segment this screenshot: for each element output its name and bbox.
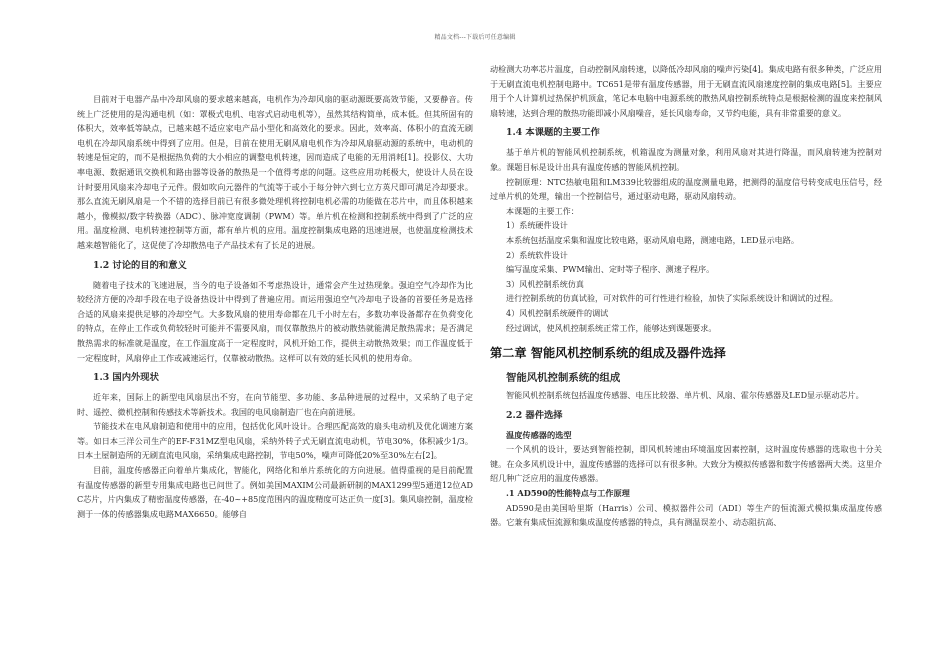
- paragraph: 目前，温度传感器正向着单片集成化，智能化，网络化和单片系统化的方向进展。值得重视的是目前配置有温度传感器的新型专用集成电路也已问世了。例如美国MAXIM公司最新研制的MAX1299型5通道12位ADC芯片，片内集成了精密温度传感器，在-40~+85度范围内的温度精度可达正负一度[3]。集风扇控制，温度检测于一体的传感器集成电路MAX6650。能够自: [77, 465, 473, 519]
- section-heading-1-4: 1.4 本课题的主要工作: [506, 127, 600, 139]
- list-intro: 本课题的主要工作：: [506, 205, 579, 216]
- list-item: 1）系统硬件设计: [506, 220, 568, 231]
- section-heading-2-2: 2.2 器件选择: [506, 409, 563, 421]
- paragraph: 一个风机的设计，要达到智能控制，即风机转速由环境温度因素控制，这时温度传感器的选取也十分关键。在众多风机设计中，温度传感器的选择可以有很多种。大致分为模拟传感器和数字传感器两大类。这里介绍几种广泛应用的温度传感器。: [490, 444, 882, 484]
- subsection-heading-sensor: 温度传感器的选型: [506, 429, 572, 440]
- paragraph: 近年来，国际上的新型电风扇层出不穷，在向节能型、多功能、多品种进展的过程中，又采纳了电子定时、遥控、微机控制和传感技术等新技术。我国的电风扇制造厂也在向前进展。: [77, 392, 473, 417]
- left-column: [77, 92, 473, 521]
- section-heading-2-1: 智能风机控制系统的组成: [506, 372, 621, 385]
- list-item: 3）风机控制系统仿真: [506, 278, 584, 289]
- section-heading-1-3: 1.3 国内外现状: [93, 372, 159, 384]
- list-item: 4）风机控制系统硬件的调试: [506, 307, 609, 318]
- paragraph: 节能技术在电风扇制造和使用中的应用，包括优化风叶设计。合理匹配高效的扇头电动机及优化调速方案等。如日本三洋公司生产的EF-F31MZ型电风扇，采纳外转子式无刷直流电动机，节电30%，体积减少1/3。日本土屋制造所的无刷直流电风扇，采纳集成电路控制，节电50%，噪声可降低20%至30%左右[2]。: [77, 421, 473, 461]
- paragraph: 目前对于电器产品中冷却风扇的要求越来越高，电机作为冷却风扇的驱动源既要高效节能，又要静音。传统上广泛使用的是沟通电机（如：罩极式电机、电容式启动电机等），虽然其结构简单，成本低。但其所固有的体积大，效率低等缺点，已越来越不适应家电产品小型化和高效化的要求。因此，效率高、体积小的直流无刷电机在冷却风扇系统中得到了应用。但是，目前在使用无刷风扇电机作为冷却风扇驱动源的系统中，电动机的转速是恒定的，而不是根据热负荷的大小相应的调整电机转速，因而造成了电能的无用消耗[1]。投影仪、大功率电源、数据通讯交换机和路由器等设备的散热是一个值得考虑的问题。这些应用功耗极大，使设计人员在设计时要用风扇来冷却电子元件。假如吹向元器件的气流等于或小于每分钟六到七立方英尺即可满足冷却要求。那么直流无刷风扇是一个不错的选择目前已有很多微处理机将控制电机必需的功能做在芯片中，而且体积越来越小，像模拟/数字转换器（ADC）、脉冲宽度调制（PWM）等。单片机在检测和控制系统中得到了广泛的应用。温度检测、电机转速控制等方面，都有单片机的应用。温度控制集成电路的迅速进展，也使温度检测技术越来越智能化了，这促使了冷却散热电子产品技术有了长足的进展。: [77, 94, 473, 250]
- paragraph: 基于单片机的智能风机控制系统，机箱温度为测量对象，利用风扇对其进行降温，而风扇转速为控制对象。课题目标是设计出具有温度传感的智能风机控制。: [490, 147, 882, 172]
- list-item: 2）系统软件设计: [506, 249, 568, 260]
- right-column: [490, 62, 882, 530]
- paragraph: AD590是由美国哈里斯（Harris）公司、模拟器件公司（ADI）等生产的恒流源式模拟集成温度传感器。它兼有集成恒流源和集成温度传感器的特点，具有测温误差小、动态阻抗高、: [490, 502, 882, 528]
- paragraph: 动检测大功率芯片温度，自动控制风扇转速，以降低冷却风扇的噪声污染[4]。集成电路有很多种类，广泛应用于无刷直流电机控制电路中。TC651是带有温度传感器，用于无刷直流风扇速度控制的集成电路[5]。主要应用于个人计算机过热保护机顶盒，笔记本电脑中电源系统的散热风扇控制系统特点是根据检测的温度来控制风扇转速，达到合理的散热功能即减小风扇噪音，延长风扇寿命，又节约电能，具有非常重要的意义。: [490, 64, 882, 118]
- paragraph: 控制原理：NTC热敏电阻和LM339比较器组成的温度测量电路，把测得的温度信号转变成电压信号，经过单片机的处理，输出一个控制信号，通过驱动电路，驱动风扇转动。: [490, 176, 882, 202]
- subsection-heading-ad590: .1 AD590的性能特点与工作原理: [506, 488, 630, 499]
- paragraph: 随着电子技术的飞速进展，当今的电子设备如不考虑热设计，通常会产生过热现象。强迫空气冷却作为比较经济方便的冷却手段在电子设备热设计中得到了普遍应用。而运用强迫空气冷却电子设备的首要任务是选择合适的风扇来提供足够的冷却空气。大多数风扇的使用寿命都在几千小时左右，多数功率设备都存在负荷变化的特点，在停止工作或负荷较轻时可能并不需要风扇，而仅靠散热片的被动散热就能满足散热需求；是否满足散热需求的标准就是温度，在工作温度高于一定程度时，风机开始工作，提供主动散热效果；而工作温度低于一定程度时，风扇停止工作或减速运行，仅靠被动散热。这样可以有效的延长风机的使用寿命。: [77, 279, 473, 363]
- list-item-desc: 进行控制系统的仿真试验，可对软件的可行性进行检验，加快了实际系统设计和调试的过程。: [506, 293, 838, 304]
- section-heading-1-2: 1.2 讨论的目的和意义: [93, 259, 187, 271]
- paragraph: 智能风机控制系统包括温度传感器、电压比较器、单片机、风扇、霍尔传感器及LED显示驱动芯片。: [506, 390, 864, 401]
- chapter-heading-2: 第二章 智能风机控制系统的组成及器件选择: [490, 346, 726, 361]
- list-item-desc: 本系统包括温度采集和温度比较电路，驱动风扇电路，测速电路，LED显示电路。: [506, 234, 799, 245]
- page-header-note: 精品文档---下载后可任意编辑: [434, 34, 516, 41]
- list-item-desc: 经过调试，使风机控制系统正常工作，能够达到课题要求。: [506, 322, 717, 333]
- list-item-desc: 编写温度采集、PWM输出、定时等子程序、测速子程序。: [506, 264, 715, 275]
